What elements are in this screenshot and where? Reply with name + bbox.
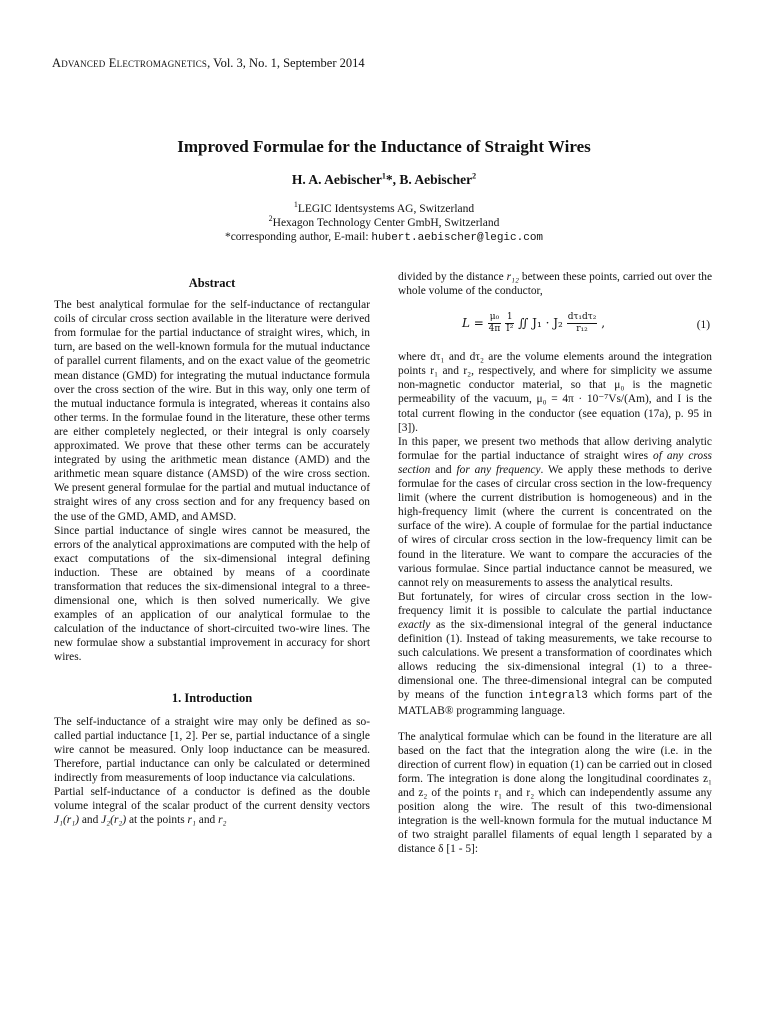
right-p3-text-c: . We apply these methods to derive formulae for the cases of circular cross section in the low-frequency limit (where the current distribution is homogeneous) and in the high-frequency limit (where the current is concentrated on the surface of the wire). A couple of formulae for the partial inductance of wires of circular cross section in the low-frequency limit can be found in the literature. We want to compare the accuracies of the various formulae. Since partial inductance cannot be measured, we cannot rely on measurements to assess the analytical results. (398, 463, 712, 589)
journal-header (52, 56, 365, 71)
affiliation-2 (0, 216, 768, 230)
right-p1-text-b: between these points, carried out over the whole volume of the conductor, (398, 271, 713, 298)
intro-paragraph-2 (54, 785, 370, 827)
affiliation-1-text: LEGIC Identsystems AG, Switzerland (297, 203, 475, 215)
intro-paragraph-1: The self-inductance of a straight wire may only be defined as so-called partial inductance [1, 2]. Per se, partial inductance of a single wire cannot be measured. Only loop inductance can be measured. Therefore, partial inductance can only be calculated or determined indirectly from measurements of loop inductance via calculations. (54, 715, 370, 784)
right-column (398, 270, 712, 856)
corresponding-prefix: *corresponding author, E-mail: (224, 231, 372, 243)
affiliations (0, 202, 768, 245)
corresponding-mark: * (385, 172, 393, 187)
current-density-j2: J₂(r₂) (101, 814, 127, 827)
right-paragraph-2: where dτ₁ and dτ₂ are the volume elements around the integration points r₁ and r₂, respectively, and where for simplicity we assume non-magnetic conductor material, so that μ₀ is the magnetic permeability of the vacuum, μ₀ = 4π · 10⁻⁷Vs/(Am), and I is the total current flowing in the conductor (see equation (17a), p. 95 in [3]). (398, 351, 712, 434)
right-p3-text-b: and (430, 463, 457, 476)
authors (0, 172, 768, 188)
eq1-r12: r₁₂ (576, 324, 588, 335)
right-p4-text-a: But fortunately, for wires of circular cross section in the low-frequency limit it is possible to calculate the partial inductance (398, 590, 712, 617)
any-frequency-emphasis: for any frequency (456, 463, 541, 476)
right-paragraph-5: The analytical formulae which can be found in the literature are all based on the fact that the integration along the wire (i.e. in the direction of current flow) in equation (1) can be carried out in closed form. The integration is done along the longitudinal coordinates z₁ and z₂ of the points r₁ and r₂ which can independently assume any position along the wire. The result of this two-dimensional integration is the well-known formula for the mutual inductance M of two straight parallel filaments of equal length l separated by a distance δ [1 - 5]: (398, 730, 712, 856)
eq1-mu: μ₀ (488, 312, 502, 324)
exactly-emphasis: exactly (398, 618, 431, 631)
right-p1-text-a: divided by the distance (398, 271, 507, 283)
eq1-one: 1 (506, 312, 513, 323)
current-density-j1: J₁(r₁) (54, 814, 79, 827)
eq1-mu-fraction (488, 312, 502, 335)
corresponding-author (0, 230, 768, 245)
affiliation-2-sup: 2 (268, 214, 273, 224)
eq1-current-fraction (505, 312, 514, 335)
paragraph-gap (398, 718, 712, 730)
equation-1-number: (1) (696, 319, 710, 332)
eq1-end: , (597, 316, 606, 331)
any-cross-section-emphasis: of any cross section (398, 449, 712, 476)
author-2: B. Aebischer (399, 172, 473, 187)
author-1: H. A. Aebischer (291, 172, 382, 187)
author-separator: , (392, 172, 400, 187)
eq1-4pi: 4π (488, 324, 501, 335)
left-column (54, 270, 370, 827)
right-paragraph-4 (398, 590, 712, 718)
eq1-dtau: dτ₁dτ₂ (567, 312, 597, 323)
email-link[interactable]: hubert.aebischer@legic.com (371, 232, 544, 244)
abstract-heading: Abstract (188, 276, 236, 290)
right-paragraph-1 (398, 270, 712, 298)
eq1-volume-fraction (567, 312, 598, 335)
affiliation-1-sup: 1 (293, 200, 298, 210)
right-p3-text-a: In this paper, we present two methods that allow deriving analytic formulae for the partial inductance of straight wires (398, 435, 712, 462)
journal-issue: , Vol. 3, No. 1, September 2014 (207, 56, 365, 70)
eq1-integral: ∬ J₁ · J₂ (518, 316, 567, 331)
equation-1-formula (462, 312, 605, 335)
journal-name: Advanced Electromagnetics (52, 56, 208, 70)
author-2-affil: 2 (472, 171, 477, 181)
intro-p2-text-b: and (79, 814, 102, 827)
right-p4-text-c: which forms part of the MATLAB® programming language. (398, 689, 712, 717)
author-1-affil: 1 (381, 171, 386, 181)
integral3-code: integral3 (528, 690, 588, 703)
affiliation-1 (0, 202, 768, 216)
equation-1 (398, 304, 712, 346)
right-paragraph-3 (398, 435, 712, 590)
eq1-i2: I² (506, 324, 514, 335)
intro-p2-text-d: and (195, 814, 219, 827)
point-r1: r₁ (187, 814, 196, 827)
intro-p2-text-c: at the points (126, 814, 188, 827)
distance-r12: r₁₂ (506, 271, 519, 283)
abstract-paragraph-1: The best analytical formulae for the self-inductance of rectangular coils of circular cross section available in the literature were derived from formulae for the partial inductance of straight wires, which, in turn, are based on the well-known formula for the mutual inductance of parallel current filaments, and on the exact value of the geometric mean distance (GMD) for integrating the mutual inductance formula over the cross section of the wire. But in this way, only one term of the mutual inductance formula is integrated, whereas it contains also other terms. In the formulae found in the literature, these other terms are either completely neglected, or their integral is only coarsely approximated. We prove that these other terms can be accurately integrated by using the arithmetic mean distance (AMD) and the arithmetic mean square distance (AMSD) of the wire cross section. We present general formulae for the partial and mutual inductance of straight wires of any cross section and for any frequency based on the use of the GMD, AMD, and AMSD. (54, 299, 370, 523)
introduction-heading: 1. Introduction (171, 690, 253, 705)
intro-p2-text-a: Partial self-inductance of a conductor is defined as the double volume integral of the scalar product of the current density vectors (54, 786, 370, 813)
abstract-paragraph-2: Since partial inductance of single wires cannot be measured, the errors of the analytical approximations are computed with the help of exact computations of the six-dimensional integral defining induction. These are obtained by means of a coordinate transformation that reduces the six-dimensional integral to a three-dimensional one, which is then solved numerically. We give examples of an application of our analytical formulae to the calculation of the inductance of short-circuited two-wire lines. The new formulae show a substantial improvement in accuracy for short wires. (54, 524, 370, 664)
affiliation-2-text: Hexagon Technology Center GmbH, Switzerland (272, 217, 500, 229)
point-r2: r₂ (218, 814, 227, 827)
paper-title: Improved Formulae for the Inductance of Straight Wires (177, 137, 591, 156)
eq1-lhs: L = (462, 316, 488, 331)
right-p4-text-b: as the six-dimensional integral of the general inductance definition (1). Instead of taking measurements, we take recourse to such calculations. We present a transformation of coordinates which allows reducing the six-dimensional integral (1) to a three-dimensional one. The three-dimensional integral can be computed by means of the function (398, 618, 712, 702)
